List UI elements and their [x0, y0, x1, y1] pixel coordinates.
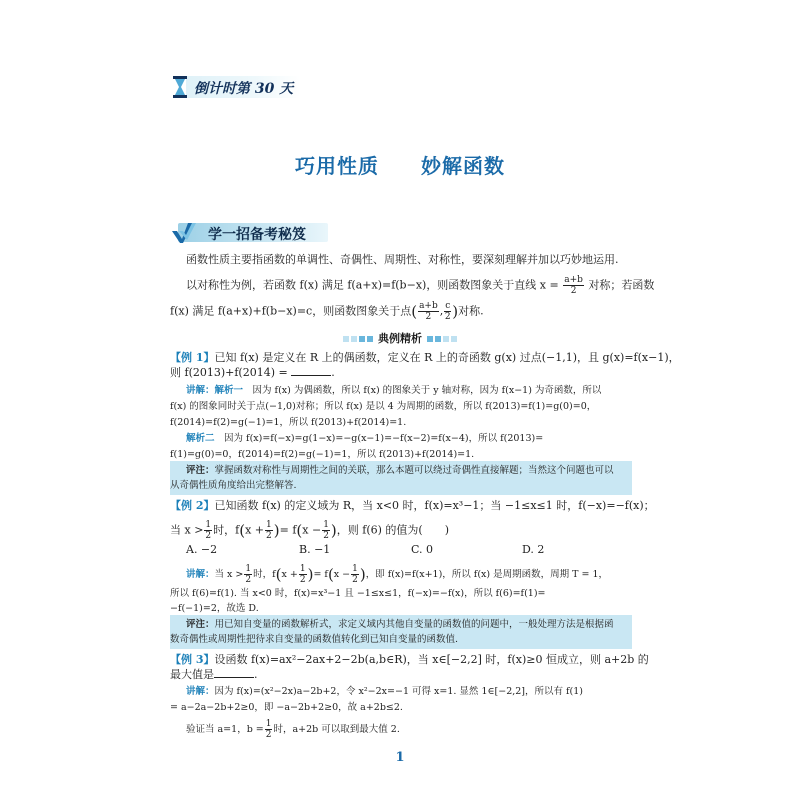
- ex1-line-2: 则 f(2013)+f(2014) = .: [170, 366, 335, 379]
- ex2-note: 评注：用已知自变量的函数解析式，求定义域内其他自变量的函数值的问题中，一般处理方法是根据函 数奇偶性或周期性把待求自变量的函数值转化到已知自变量的函数值.: [170, 615, 632, 649]
- examples-heading: 典例精析: [0, 330, 800, 346]
- ex2-line-2: 当 x > $\frac{1}{2}$ 时，f(x + $\frac{1}{2}$ )= f(x − $\frac{1}{2}$ )，则 f(6) 的值为( ): [170, 520, 450, 541]
- checkmark-icon: [170, 220, 204, 244]
- intro-line-2: 以对称性为例，若函数 f(x) 满足 f(a+x)=f(b−x)，则函数图象关于直线 x = $\frac{a+b}{2}$ 对称；若函数: [186, 275, 655, 296]
- ex2-option-c: C. 0: [411, 543, 434, 556]
- ex1-sol2-line-2: f(1)=g(0)=0，f(2014)=f(2)=g(−1)=1，所以 f(2013)+f(2014)=1.: [170, 449, 475, 460]
- ex1-line-1: 【例 1】已知 f(x) 是定义在 R 上的偶函数，定义在 R 上的奇函数 g(x) 过点(−1,1)，且 g(x)=f(x−1)，: [170, 351, 680, 364]
- ex2-sol-line-3: −f(−1)=2，故选 D.: [170, 603, 259, 614]
- intro-line-1: 函数性质主要指函数的单调性、奇偶性、周期性、对称性，要深刻理解并加以巧妙地运用.: [186, 253, 619, 266]
- page-number: 1: [395, 750, 405, 765]
- ex3-sol-line-1: 讲解：因为 f(x)=(x²−2x)a−2b+2，令 x²−2x=−1 可得 x=1. 显然 1∈[−2,2]，所以有 f(1): [186, 686, 583, 697]
- page-title: 巧用性质 妙解函数: [295, 154, 505, 178]
- ex1-sol2-line-1: 解析二 因为 f(x)=f(−x)=g(1−x)=−g(x−1)=−f(x−2)=f(x−4)，所以 f(2013)=: [186, 433, 544, 444]
- section-label: 学一招备考秘笈: [208, 227, 306, 243]
- ex2-line-1: 【例 2】已知函数 f(x) 的定义域为 R，当 x<0 时，f(x)=x³−1；当 −1≤x≤1 时，f(−x)=−f(x)；: [170, 499, 655, 512]
- ex2-option-d: D. 2: [522, 543, 545, 556]
- ex1-sol1-line-1: 讲解：解析一 因为 f(x) 为偶函数，所以 f(x) 的图象关于 y 轴对称，因为 f(x−1) 为奇函数，所以: [186, 385, 602, 396]
- ex1-sol1-line-2: f(x) 的图象同时关于点(−1,0)对称；所以 f(x) 是以 4 为周期的函数，所以 f(2013)=f(1)=g(0)=0，: [170, 401, 597, 412]
- section-banner: [170, 220, 330, 244]
- ex2-sol-line-2: 所以 f(6)=f(1). 当 x<0 时，f(x)=x³−1 且 −1≤x≤1，f(−x)=−f(x)，所以 f(6)=f(1)=: [170, 588, 546, 599]
- ex3-sol-line-2: = a−2a−2b+2≥0，即 −a−2b+2≥0，故 a+2b≤2.: [170, 702, 403, 713]
- ex3-line-1: 【例 3】设函数 f(x)=ax²−2ax+2−2b(a,b∈R)，当 x∈[−2,2] 时，f(x)≥0 恒成立，则 a+2b 的: [170, 653, 649, 666]
- countdown-text: 倒计时第 30 天: [194, 81, 294, 97]
- ex2-option-a: A. −2: [186, 543, 218, 556]
- hourglass-icon: [172, 75, 188, 99]
- ex1-note: 评注：掌握函数对称性与周期性之间的关联，那么本题可以绕过奇偶性直接解题；当然这个问题也可以 从奇偶性质角度给出完整解答.: [170, 461, 632, 495]
- ex2-option-b: B. −1: [299, 543, 331, 556]
- intro-line-3: f(x) 满足 f(a+x)+f(b−x)=c，则函数图象关于点( $\frac{a+b}{2}$ , $\frac{c}{2}$ )对称.: [170, 301, 484, 322]
- countdown-banner: [172, 75, 300, 99]
- ex3-line-2: 最大值是 .: [170, 668, 258, 681]
- ex3-verify-line: 验证当 a=1，b = $\frac{1}{2}$ 时，a+2b 可以取到最大值 2.: [186, 719, 400, 740]
- ex2-sol-line-1: 讲解：当 x > $\frac{1}{2}$ 时，f(x + $\frac{1}{2}$ )= f(x − $\frac{1}{2}$ )，即 f(x)=f(x+1)，所以 f(x) 是周期函数，周期 T = 1，: [186, 564, 609, 585]
- ex1-sol1-line-3: f(2014)=f(2)=g(−1)=1，所以 f(2013)+f(2014)=1.: [170, 417, 407, 428]
